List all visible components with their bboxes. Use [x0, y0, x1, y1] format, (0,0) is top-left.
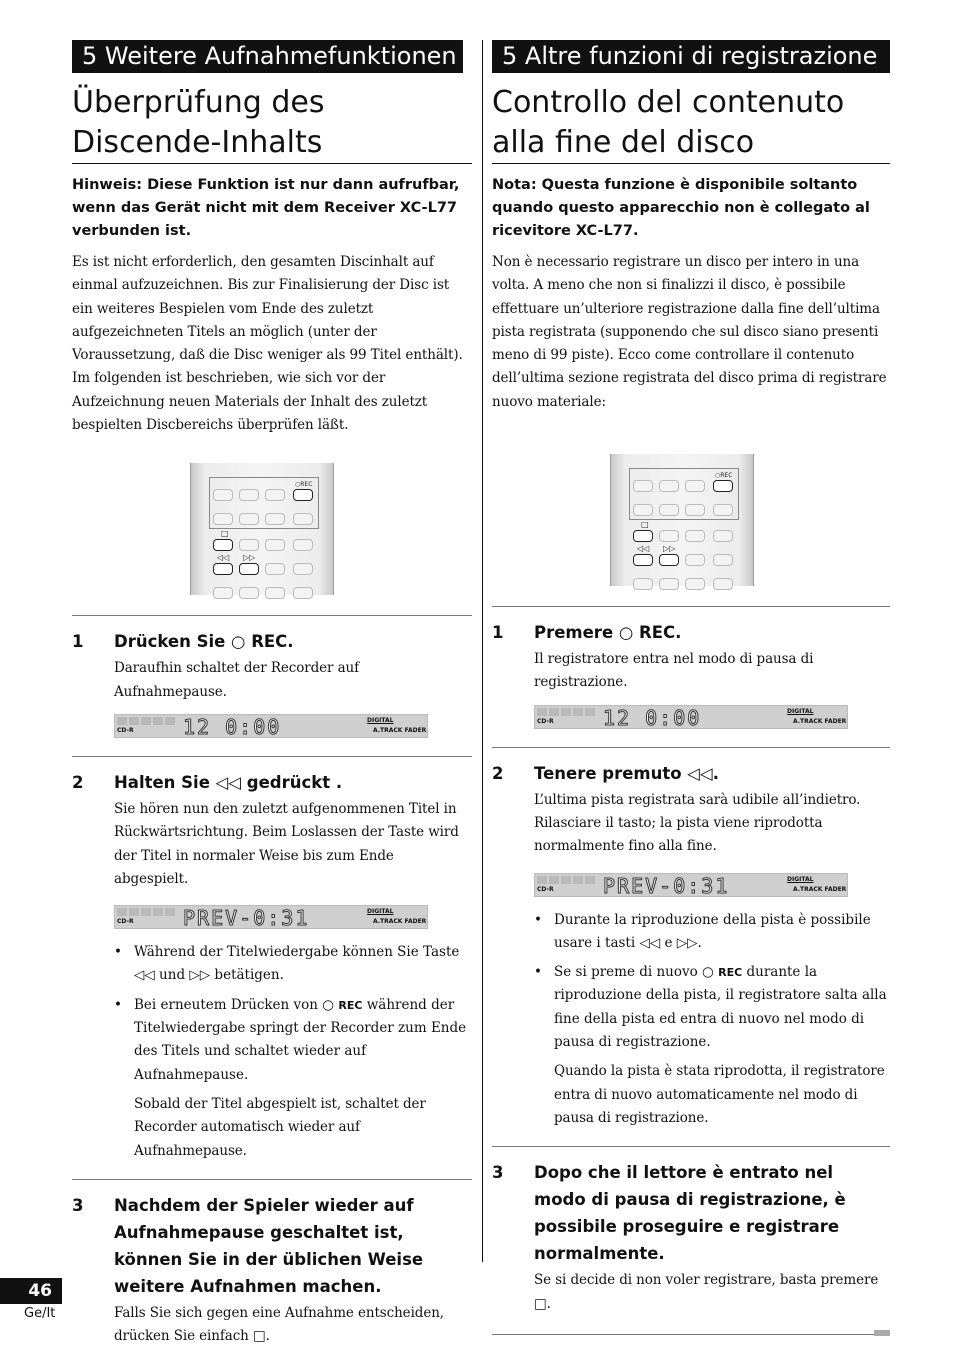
step-text: Il registratore entra nel modo di pausa di registrazione. — [534, 651, 814, 691]
cdr-indicator: CD-R — [537, 885, 554, 893]
fast-forward-icon: ▷▷ — [243, 553, 256, 563]
stop-icon: □ — [641, 520, 649, 530]
intro-text: Es ist nicht erforderlich, den gesamten Discinhalt auf einmal aufzuzeichnen. Bis zur Finalisierung der Disc ist ein weiteres Bespielen vom Ende des zuletzt aufgezeichneten Titels an möglich (unter der Voraussetzung, daß die Disc weniger als 99 Titel enthält). Im folgenden ist beschrieben, wie sich vor der Aufzeichnung neuen Materials der Inhalt des zuletzt bespielten Discbereichs überprüfen läßt. — [72, 254, 463, 434]
chapter-heading: 5 Weitere Aufnahmefunktionen — [72, 40, 463, 73]
step-text: Sie hören nun den zuletzt aufgenommenen Titel in Rückwärtsrichtung. Beim Loslassen der Taste wird der Titel in normaler Weise bis zum Ende abgespielt. — [114, 800, 459, 887]
step-number: 1 — [72, 632, 84, 652]
italian-column — [492, 40, 890, 1342]
remote-button — [685, 554, 705, 566]
remote-button — [633, 578, 653, 590]
remote-button — [293, 539, 313, 551]
step-title: Nachdem der Spieler wieder auf Aufnahmepause geschaltet ist, können Sie in der üblichen Weise weitere Aufnahmen machen. — [114, 1195, 424, 1296]
language-code: Ge/It — [24, 1306, 56, 1321]
remote-button — [239, 587, 259, 599]
bullet-item — [114, 994, 472, 1087]
remote-button — [659, 530, 679, 542]
rec-button — [713, 480, 733, 492]
lcd-digits: PREV-0:31 — [603, 873, 730, 898]
page-title: Überprüfung des Discende-Inhalts — [72, 83, 472, 164]
remote-button — [213, 513, 233, 525]
rec-label: REC — [338, 998, 363, 1012]
remote-button — [713, 578, 733, 590]
remote-button — [293, 563, 313, 575]
fader-indicator: A.TRACK FADER — [373, 726, 427, 734]
remote-button — [265, 513, 285, 525]
step-number: 2 — [72, 772, 84, 792]
stop-button — [213, 539, 233, 551]
remote-button — [713, 554, 733, 566]
rec-label: REC — [718, 966, 743, 980]
remote-button — [685, 578, 705, 590]
cdr-indicator: CD-R — [537, 717, 554, 725]
step-3 — [72, 1179, 472, 1348]
lcd-digits: PREV-0:31 — [183, 906, 310, 931]
stop-icon: □ — [221, 529, 229, 539]
remote-button — [265, 587, 285, 599]
bullet-text: während der Titelwiedergabe springt der Recorder zum Ende des Titels und schaltet wieder auf Aufnahmepause. — [134, 996, 467, 1083]
bullet-list — [114, 941, 472, 1087]
bullet-text: Se si preme di nuovo ○ — [554, 964, 719, 981]
column-divider — [482, 40, 483, 1262]
digital-indicator: DIGITAL — [367, 716, 394, 724]
lcd-digits: 12 0:00 — [603, 705, 702, 730]
remote-button — [265, 539, 285, 551]
remote-button — [685, 530, 705, 542]
fader-indicator: A.TRACK FADER — [373, 918, 427, 926]
step-text: Se si decide di non voler registrare, basta premere □. — [534, 1272, 879, 1312]
bullet-list — [534, 909, 890, 1055]
lcd-display — [534, 705, 848, 729]
lcd-indicators — [537, 708, 597, 716]
remote-button — [239, 513, 259, 525]
end-marker — [874, 1330, 890, 1336]
bullet-item: • Während der Titelwiedergabe können Sie Taste ◁◁ und ▷▷ betätigen. — [114, 941, 472, 988]
remote-button — [685, 480, 705, 492]
note: Nota: Questa funzione è disponibile soltanto quando questo apparecchio non è collegato al ricevitore XC-L77. — [492, 177, 870, 239]
bullet-followup: Sobald der Titel abgespielt ist, schaltet der Recorder automatisch wieder auf Aufnahmepause. — [134, 1095, 426, 1159]
rewind-button — [213, 563, 233, 575]
remote-button — [633, 504, 653, 516]
remote-button — [213, 587, 233, 599]
remote-button — [659, 480, 679, 492]
lcd-display — [114, 714, 428, 738]
rewind-icon: ◁◁ — [637, 544, 650, 554]
remote-illustration — [72, 463, 472, 595]
remote-button — [293, 587, 313, 599]
bullet-followup: Quando la pista è stata riprodotta, il registratore entra di nuovo automaticamente nel modo di pausa di registrazione. — [554, 1063, 885, 1126]
lcd-digits: 12 0:00 — [183, 714, 282, 739]
step-number: 3 — [72, 1195, 84, 1215]
page-number: 46 — [0, 1278, 62, 1304]
remote-control-image — [610, 454, 754, 586]
stop-button — [633, 530, 653, 542]
lcd-indicators — [537, 876, 597, 884]
lcd-indicators — [117, 908, 177, 916]
fader-indicator: A.TRACK FADER — [793, 885, 847, 893]
step-2 — [72, 756, 472, 1163]
fast-forward-icon: ▷▷ — [663, 544, 676, 554]
rewind-icon: ◁◁ — [217, 553, 230, 563]
page-title: Controllo del contenuto alla fine del disco — [492, 83, 890, 164]
fast-forward-button — [659, 554, 679, 566]
rec-button — [293, 489, 313, 501]
bullet-item: • Durante la riproduzione della pista è possibile usare i tasti ◁◁ e ▷▷. — [534, 909, 890, 956]
remote-button — [659, 578, 679, 590]
remote-illustration — [492, 454, 890, 586]
remote-button — [265, 563, 285, 575]
remote-button — [685, 504, 705, 516]
remote-control-image — [190, 463, 334, 595]
step-number: 1 — [492, 623, 504, 643]
chapter-heading: 5 Altre funzioni di registrazione — [492, 40, 890, 73]
step-number: 3 — [492, 1163, 504, 1183]
remote-button — [713, 530, 733, 542]
step-title: Dopo che il lettore è entrato nel modo di pausa di registrazione, è possibile proseguire e registrare normalmente. — [534, 1163, 846, 1264]
remote-button — [659, 504, 679, 516]
step-3 — [492, 1146, 890, 1316]
cdr-indicator: CD-R — [117, 918, 134, 926]
digital-indicator: DIGITAL — [787, 875, 814, 883]
intro-text: Non è necessario registrare un disco per intero in una volta. A meno che non si finalizzi il disco, è possibile effettuare un’ulteriore registrazione dalla fine dell’ultima pista registrata (supponendo che sul disco siano presenti meno di 99 piste). Ecco come controllare il contenuto dell’ultima sezione registrata del disco prima di registrare nuovo materiale: — [492, 254, 887, 410]
german-column — [72, 40, 472, 1348]
remote-button — [713, 504, 733, 516]
remote-button — [213, 489, 233, 501]
rec-label: ○REC — [295, 481, 313, 489]
remote-button — [239, 539, 259, 551]
remote-button — [239, 489, 259, 501]
note: Hinweis: Diese Funktion ist nur dann aufrufbar, wenn das Gerät nicht mit dem Receiver XC-L77 verbunden ist. — [72, 177, 460, 239]
bullet-text: durante la riproduzione della pista, il registratore salta alla fine della pista ed entra di nuovo nel modo di pausa di registrazione. — [554, 964, 887, 1051]
lcd-indicators — [117, 717, 177, 725]
remote-button — [633, 480, 653, 492]
fast-forward-button — [239, 563, 259, 575]
bullet-text: Bei erneutem Drücken von ○ — [134, 996, 339, 1013]
step-number: 2 — [492, 763, 504, 783]
fader-indicator: A.TRACK FADER — [793, 717, 847, 725]
digital-indicator: DIGITAL — [367, 908, 394, 916]
step-1 — [492, 606, 890, 729]
remote-button — [293, 513, 313, 525]
step-title: Premere ○ REC. — [534, 623, 682, 643]
step-title: Halten Sie ◁◁ gedrückt . — [114, 772, 343, 792]
step-title: Tenere premuto ◁◁. — [534, 763, 719, 783]
step-title: Drücken Sie ○ REC. — [114, 632, 294, 652]
section-end-rule — [492, 1334, 890, 1342]
step-text: Falls Sie sich gegen eine Aufnahme entscheiden, drücken Sie einfach □. — [114, 1304, 444, 1345]
step-2 — [492, 747, 890, 1131]
bullet-item — [534, 961, 890, 1054]
step-text: L’ultima pista registrata sarà udibile all’indietro. Rilasciare il tasto; la pista viene riprodotta normalmente fino alla fine. — [534, 791, 861, 855]
remote-button — [265, 489, 285, 501]
rewind-button — [633, 554, 653, 566]
lcd-display — [534, 873, 848, 897]
lcd-display — [114, 905, 428, 929]
step-text: Daraufhin schaltet der Recorder auf Aufnahmepause. — [114, 660, 360, 700]
cdr-indicator: CD-R — [117, 726, 134, 734]
step-1 — [72, 615, 472, 738]
digital-indicator: DIGITAL — [787, 707, 814, 715]
rec-label: ○REC — [715, 472, 733, 480]
